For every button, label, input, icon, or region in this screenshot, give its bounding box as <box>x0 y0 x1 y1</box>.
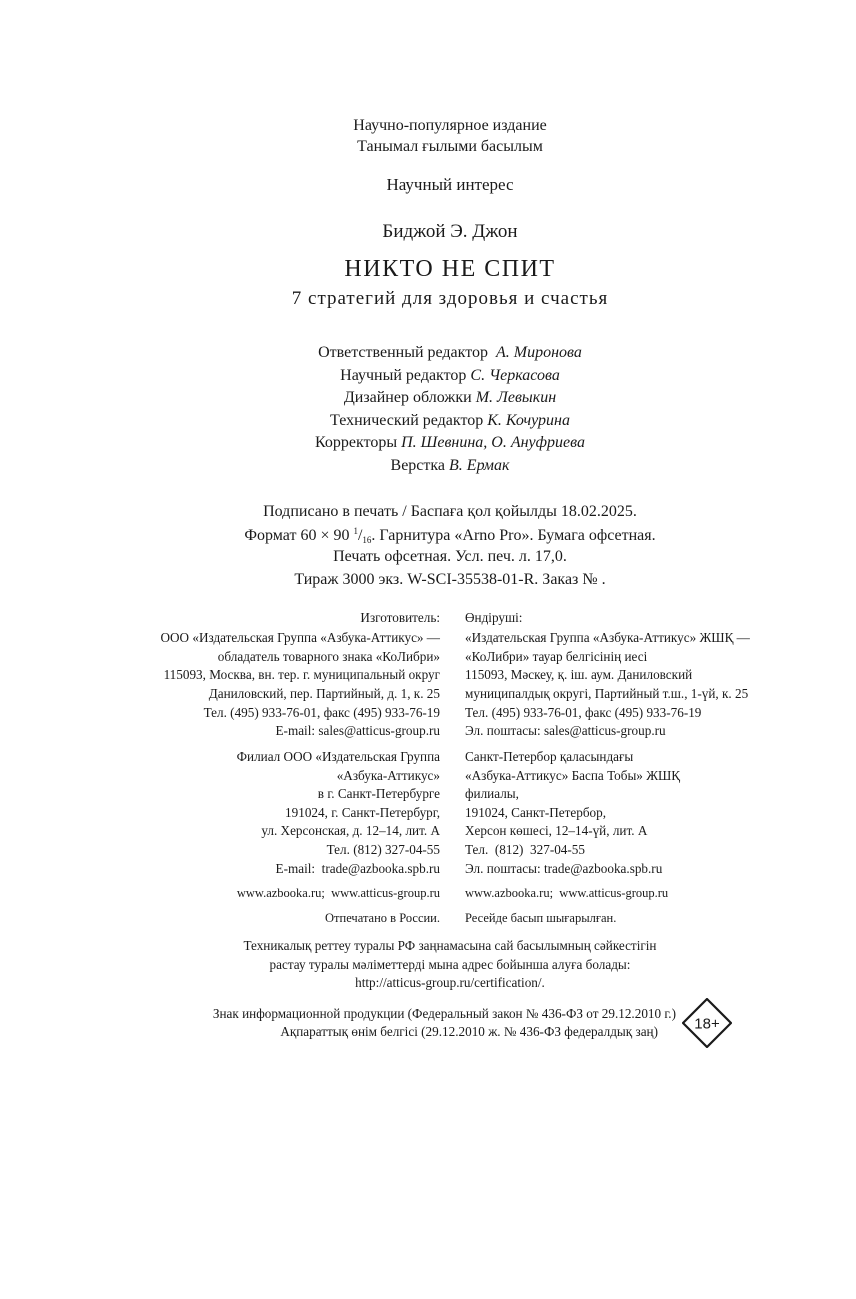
certification-line: растау туралы мәліметтерді мына адрес бойынша алуға болады: <box>269 957 631 972</box>
certification-line: Техникалық реттеу туралы РФ заңнамасына сай басылымның сәйкестігін <box>243 938 657 953</box>
series-name: Научный интерес <box>386 175 514 194</box>
credit-person: П. Шевнина, О. Ануфриева <box>401 434 585 451</box>
book-title: НИКТО НЕ СПИТ <box>344 256 556 282</box>
credit-role: Ответственный редактор <box>318 344 488 361</box>
credit-line <box>0 389 856 407</box>
print-signed: Подписано в печать / Баспаға қол қойылды 18.02.2025. <box>263 503 637 520</box>
manufacturer-kz-line: Эл. поштасы: sales@atticus-group.ru <box>465 723 666 738</box>
branch-kz-line: Санкт-Петербор қаласындағы <box>465 749 634 764</box>
credit-line <box>0 412 856 430</box>
branch-ru-line: «Азбука-Аттикус» <box>336 768 440 783</box>
credit-person: К. Кочурина <box>487 412 570 429</box>
credit-role: Технический редактор <box>330 412 484 429</box>
branch-ru-line: Филиал ООО «Издательская Группа <box>236 749 440 764</box>
edition-type-kz: Танымал ғылыми басылым <box>357 138 543 155</box>
manufacturer-ru-line: E-mail: sales@atticus-group.ru <box>275 723 440 738</box>
printed-in-kz: Ресейде басып шығарылған. <box>465 911 617 925</box>
branch-kz-line: Тел. (812) 327-04-55 <box>465 842 585 857</box>
author-name: Биджой Э. Джон <box>382 221 518 242</box>
credit-role: Научный редактор <box>340 367 467 384</box>
website-kz: www.azbooka.ru; www.atticus-group.ru <box>465 886 669 900</box>
credit-person: В. Ермак <box>449 457 510 474</box>
credit-line <box>0 344 856 362</box>
manufacturer-ru-line: Тел. (495) 933-76-01, факс (495) 933-76-19 <box>203 705 440 720</box>
credit-person: С. Черкасова <box>470 367 560 384</box>
edition-type-ru: Научно-популярное издание <box>353 117 547 134</box>
branch-kz-line: 191024, Санкт-Петербор, <box>465 805 607 820</box>
credit-person: А. Миронова <box>496 344 582 361</box>
manufacturer-ru-line: Даниловский, пер. Партийный, д. 1, к. 25 <box>208 686 440 701</box>
branch-kz-line: Херсон көшесі, 12–14-үй, лит. А <box>465 823 648 838</box>
branch-kz-line: «Азбука-Аттикус» Баспа Тобы» ЖШҚ <box>465 768 681 783</box>
credit-line <box>0 367 856 385</box>
manufacturer-kz-line: Өндіруші: <box>465 610 523 625</box>
age-rating-badge <box>682 998 732 1048</box>
manufacturer-ru-line: Изготовитель: <box>360 610 440 625</box>
format-suffix: . Гарнитура «Arno Pro». Бумага офсетная. <box>371 527 656 544</box>
print-printing: Печать офсетная. Усл. печ. л. 17,0. <box>333 548 567 565</box>
format-denominator: 16 <box>362 535 372 545</box>
info-sign-kz: Ақпараттық өнім белгісі (29.12.2010 ж. № 436-ФЗ федералдық заң) <box>280 1024 658 1039</box>
format-numerator: 1 <box>353 526 358 536</box>
credit-role: Верстка <box>390 457 446 474</box>
manufacturer-ru-line: ООО «Издательская Группа «Азбука-Аттикус» — <box>160 630 440 645</box>
manufacturer-kz-line: муниципалдық округі, Партийный т.ш., 1-үй, к. 25 <box>465 686 749 701</box>
info-sign-ru: Знак информационной продукции (Федеральный закон № 436-ФЗ от 29.12.2010 г.) <box>212 1006 676 1021</box>
branch-ru-line: E-mail: trade@azbooka.spb.ru <box>275 861 440 876</box>
manufacturer-kz-line: Тел. (495) 933-76-01, факс (495) 933-76-19 <box>465 705 702 720</box>
manufacturer-ru-line: обладатель товарного знака «КоЛибри» <box>217 649 440 664</box>
book-subtitle: 7 стратегий для здоровья и счастья <box>291 288 609 309</box>
format-prefix: Формат 60 × 90 <box>244 527 354 544</box>
age-rating-text: 18+ <box>694 1015 720 1033</box>
printed-in-ru: Отпечатано в России. <box>325 911 440 925</box>
credit-role: Дизайнер обложки <box>343 389 472 406</box>
credit-role: Корректоры <box>315 434 398 451</box>
credit-person: М. Левыкин <box>475 389 557 406</box>
manufacturer-kz-line: 115093, Мәскеу, қ. іш. аум. Даниловский <box>465 667 693 682</box>
manufacturer-kz-line: «Издательская Группа «Азбука-Аттикус» ЖШҚ — <box>465 630 750 645</box>
branch-kz-line: филиалы, <box>465 786 519 801</box>
credit-line <box>0 457 856 475</box>
manufacturer-ru-line: 115093, Москва, вн. тер. г. муниципальный округ <box>163 667 440 682</box>
print-run: Тираж 3000 экз. W-SCI-35538-01-R. Заказ № . <box>294 571 606 588</box>
manufacturer-kz-line: «КоЛибри» тауар белгісінің иесі <box>465 649 648 664</box>
credit-line <box>0 434 856 452</box>
branch-ru-line: Тел. (812) 327-04-55 <box>326 842 440 857</box>
print-format: Формат 60 × 90 $^1/_{16}$. Гарнитура «Arno Pro». Бумага офсетная. <box>244 526 656 545</box>
branch-ru-line: 191024, г. Санкт-Петербург, <box>285 805 440 820</box>
certification-url: http://atticus-group.ru/certification/. <box>355 975 545 990</box>
branch-ru-line: в г. Санкт-Петербурге <box>317 786 440 801</box>
website-ru: www.azbooka.ru; www.atticus-group.ru <box>236 886 440 900</box>
branch-ru-line: ул. Херсонская, д. 12–14, лит. А <box>261 823 440 838</box>
branch-kz-line: Эл. поштасы: trade@azbooka.spb.ru <box>465 861 663 876</box>
